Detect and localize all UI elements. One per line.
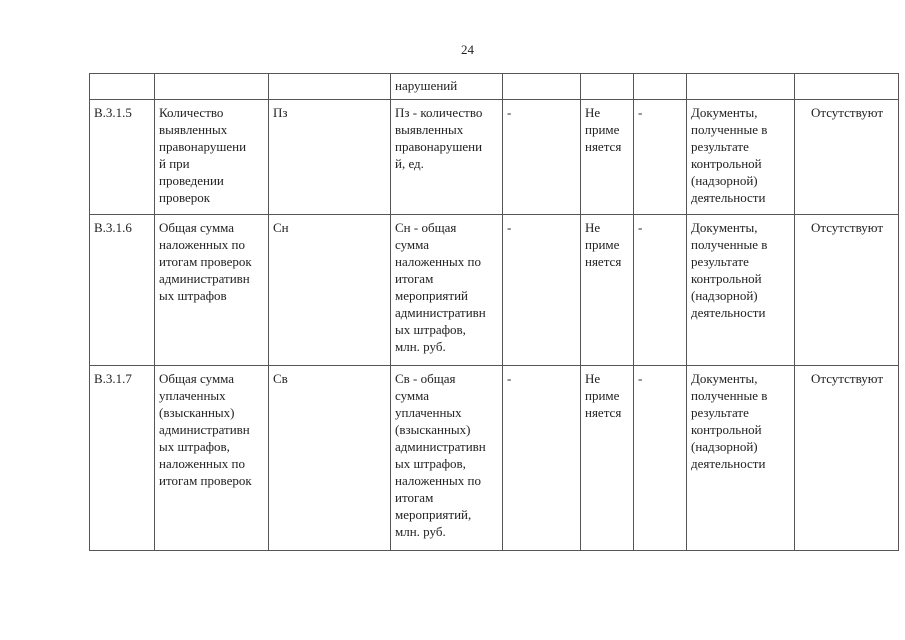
cell-definition: нарушений (391, 74, 503, 100)
cell-applicability-line: няется (585, 405, 622, 420)
cell-code: В.3.1.5 (90, 100, 155, 215)
cell-name-line: наложенных по (159, 237, 245, 252)
cell-definition (391, 215, 503, 366)
cell (634, 74, 687, 100)
table-row-continuation (90, 74, 899, 100)
cell-definition-line: административн (395, 439, 486, 454)
cell-name (155, 215, 269, 366)
cell-source-line: результате (691, 405, 749, 420)
cell-col5: - (503, 215, 581, 366)
cell-definition-line: мероприятий (395, 288, 468, 303)
cell (90, 74, 155, 100)
cell (503, 74, 581, 100)
cell-definition-line: уплаченных (395, 405, 462, 420)
cell-definition-line: итогам (395, 271, 434, 286)
cell-notes: Отсутствуют (795, 366, 899, 551)
cell-definition-line: наложенных по (395, 473, 481, 488)
cell-source-line: контрольной (691, 156, 762, 171)
cell-source-line: (надзорной) (691, 439, 758, 454)
cell-definition-line: Сн - общая (395, 220, 457, 235)
cell (687, 74, 795, 100)
cell (155, 74, 269, 100)
cell-code: В.3.1.7 (90, 366, 155, 551)
cell-name-line: итогам проверок (159, 473, 252, 488)
cell-definition-line: сумма (395, 237, 430, 252)
cell-source-line: Документы, (691, 220, 758, 235)
cell-applicability-line: няется (585, 139, 622, 154)
cell-definition (391, 100, 503, 215)
cell-col5: - (503, 100, 581, 215)
cell-definition-line: мероприятий, (395, 507, 472, 522)
cell-col5: - (503, 366, 581, 551)
cell-code: В.3.1.6 (90, 215, 155, 366)
cell-source-line: полученные в (691, 237, 768, 252)
table-row (90, 100, 899, 215)
cell-applicability-line: приме (585, 388, 620, 403)
cell-source-line: контрольной (691, 422, 762, 437)
cell-name (155, 366, 269, 551)
cell-definition-line: сумма (395, 388, 430, 403)
cell-col7: - (634, 100, 687, 215)
cell-name (155, 100, 269, 215)
cell-source-line: деятельности (691, 456, 766, 471)
cell-name-line: й при (159, 156, 190, 171)
cell-applicability-line: приме (585, 122, 620, 137)
cell-source-line: полученные в (691, 122, 768, 137)
cell-source-line: контрольной (691, 271, 762, 286)
table-row (90, 366, 899, 551)
cell-definition-line: итогам (395, 490, 434, 505)
cell-applicability-line: приме (585, 237, 620, 252)
cell-definition-line: млн. руб. (395, 339, 446, 354)
cell-symbol: Сн (269, 215, 391, 366)
cell-notes: Отсутствуют (795, 100, 899, 215)
cell-name-line: итогам проверок (159, 254, 252, 269)
cell-source (687, 366, 795, 551)
cell-applicability (581, 366, 634, 551)
cell-name-line: правонарушени (159, 139, 247, 154)
cell-definition-line: правонарушени (395, 139, 483, 154)
cell-source-line: (надзорной) (691, 288, 758, 303)
cell-name-line: Общая сумма (159, 371, 235, 386)
cell-source (687, 215, 795, 366)
cell-symbol: Св (269, 366, 391, 551)
cell-name-line: Количество (159, 105, 224, 120)
cell-definition-line: Пз - количество (395, 105, 483, 120)
cell-source-line: результате (691, 139, 749, 154)
cell-source-line: деятельности (691, 190, 766, 205)
cell-definition-line: млн. руб. (395, 524, 446, 539)
cell-definition (391, 366, 503, 551)
cell-definition-line: Св - общая (395, 371, 456, 386)
cell-name-line: административн (159, 271, 250, 286)
cell-applicability (581, 100, 634, 215)
cell-name-line: (взысканных) (159, 405, 235, 420)
cell-applicability-line: Не (585, 105, 601, 120)
cell-definition-line: выявленных (395, 122, 464, 137)
cell-name-line: уплаченных (159, 388, 226, 403)
cell-source-line: (надзорной) (691, 173, 758, 188)
cell-col7: - (634, 366, 687, 551)
cell-col7: - (634, 215, 687, 366)
cell-applicability-line: няется (585, 254, 622, 269)
cell (581, 74, 634, 100)
table-row (90, 215, 899, 366)
cell-name-line: наложенных по (159, 456, 245, 471)
cell-source (687, 100, 795, 215)
cell-name-line: проведении (159, 173, 224, 188)
cell-name-line: Общая сумма (159, 220, 235, 235)
cell-source-line: Документы, (691, 371, 758, 386)
cell-symbol: Пз (269, 100, 391, 215)
cell-source-line: деятельности (691, 305, 766, 320)
cell-source-line: Документы, (691, 105, 758, 120)
cell-applicability (581, 215, 634, 366)
cell-applicability-line: Не (585, 220, 601, 235)
cell (269, 74, 391, 100)
cell-name-line: ых штрафов, (159, 439, 230, 454)
cell-definition-line: (взысканных) (395, 422, 471, 437)
cell-definition-line: й, ед. (395, 156, 424, 171)
cell-definition-line: ых штрафов, (395, 456, 466, 471)
cell-notes: Отсутствуют (795, 215, 899, 366)
page-number: 24 (461, 42, 474, 57)
cell-definition-line: наложенных по (395, 254, 481, 269)
cell-name-line: проверок (159, 190, 211, 205)
cell-name-line: выявленных (159, 122, 228, 137)
cell-source-line: результате (691, 254, 749, 269)
cell-name-line: административн (159, 422, 250, 437)
cell-source-line: полученные в (691, 388, 768, 403)
cell-definition-line: административн (395, 305, 486, 320)
cell-applicability-line: Не (585, 371, 601, 386)
cell (795, 74, 899, 100)
cell-definition-line: ых штрафов, (395, 322, 466, 337)
cell-name-line: ых штрафов (159, 288, 227, 303)
indicators-table (89, 73, 899, 551)
